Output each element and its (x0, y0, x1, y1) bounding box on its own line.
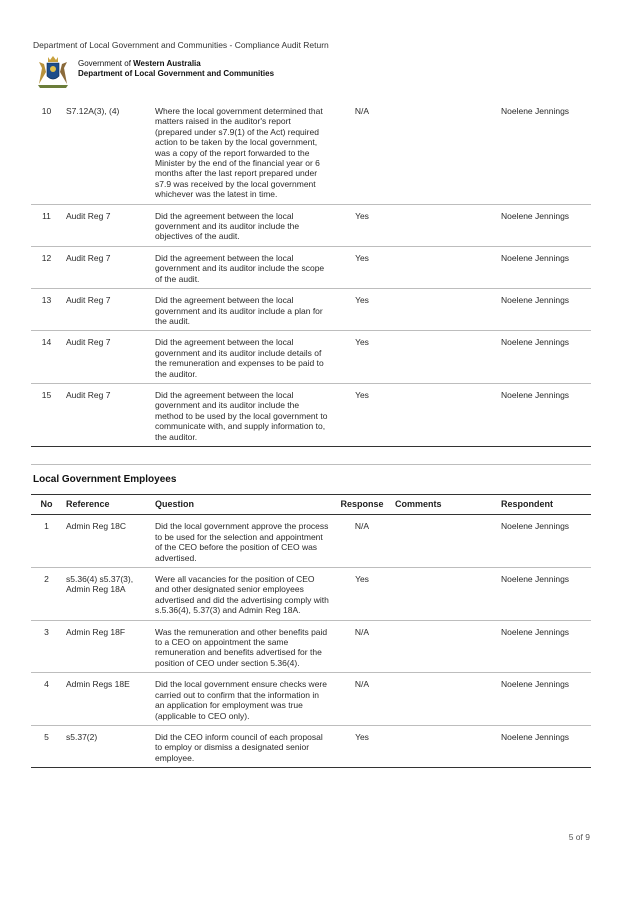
row-reference: Admin Reg 18F (62, 620, 151, 673)
row-comments (391, 725, 497, 767)
row-response: N/A (333, 100, 391, 204)
row-reference: S7.12A(3), (4) (62, 100, 151, 204)
row-reference: Audit Reg 7 (62, 331, 151, 384)
row-number: 5 (31, 725, 62, 767)
row-response: N/A (333, 620, 391, 673)
row-comments (391, 289, 497, 331)
row-number: 3 (31, 620, 62, 673)
row-comments (391, 100, 497, 204)
row-question: Did the agreement between the local government and its auditor include a plan for the audit. (151, 289, 333, 331)
government-logo-block (33, 54, 333, 90)
row-question: Did the CEO inform council of each proposal to employ or dismiss a designated senior employee. (151, 725, 333, 767)
table-row (31, 100, 591, 204)
row-respondent: Noelene Jennings (497, 725, 591, 767)
gov-line-1-prefix: Government of (78, 59, 134, 68)
header-response: Response (333, 495, 391, 515)
row-response: Yes (333, 725, 391, 767)
table-row (31, 620, 591, 673)
row-respondent: Noelene Jennings (497, 673, 591, 726)
row-response: Yes (333, 289, 391, 331)
row-question: Did the agreement between the local government and its auditor include the scope of the audit. (151, 246, 333, 288)
header-reference: Reference (62, 495, 151, 515)
table-row (31, 289, 591, 331)
row-reference: s5.37(2) (62, 725, 151, 767)
row-respondent: Noelene Jennings (497, 568, 591, 621)
row-number: 15 (31, 383, 62, 446)
row-comments (391, 515, 497, 568)
row-question: Did the local government ensure checks were carried out to confirm that the information in an application for employment was true (applicable to CEO only). (151, 673, 333, 726)
row-reference: Audit Reg 7 (62, 289, 151, 331)
row-question: Did the agreement between the local government and its auditor include details of the remuneration and expenses to be paid to the auditor. (151, 331, 333, 384)
table-row (31, 331, 591, 384)
gov-line-2: Department of Local Government and Communities (78, 69, 275, 78)
row-respondent: Noelene Jennings (497, 289, 591, 331)
row-response: Yes (333, 246, 391, 288)
row-response: Yes (333, 331, 391, 384)
section-divider (31, 464, 591, 465)
row-response: N/A (333, 673, 391, 726)
row-response: Yes (333, 204, 391, 246)
row-question: Did the local government approve the process to be used for the selection and appointment of the CEO before the position of CEO was advertised. (151, 515, 333, 568)
row-question: Were all vacancies for the position of CEO and other designated senior employees advertised and did the advertising comply with s.5.36(4), 5.37(3) and Admin Reg 18A. (151, 568, 333, 621)
gov-line-1-bold: Western Australia (133, 59, 201, 68)
header-respondent: Respondent (497, 495, 591, 515)
row-number: 12 (31, 246, 62, 288)
row-reference: Admin Reg 18C (62, 515, 151, 568)
row-number: 14 (31, 331, 62, 384)
row-number: 4 (31, 673, 62, 726)
row-respondent: Noelene Jennings (497, 246, 591, 288)
row-comments (391, 246, 497, 288)
table-row (31, 673, 591, 726)
gov-line-1 (78, 59, 274, 69)
page-number: 5 of 9 (568, 832, 590, 842)
row-respondent: Noelene Jennings (497, 204, 591, 246)
row-comments (391, 568, 497, 621)
row-respondent: Noelene Jennings (497, 383, 591, 446)
employees-table (31, 494, 591, 768)
row-question: Did the agreement between the local government and its auditor include the method to be used by the local government to communicate with, and supply information to, the auditor. (151, 383, 333, 446)
table-row (31, 568, 591, 621)
row-question: Did the agreement between the local government and its auditor include the objectives of the audit. (151, 204, 333, 246)
row-respondent: Noelene Jennings (497, 100, 591, 204)
table-row (31, 383, 591, 446)
row-response: N/A (333, 515, 391, 568)
row-number: 1 (31, 515, 62, 568)
header-question: Question (151, 495, 333, 515)
row-comments (391, 383, 497, 446)
section-title: Local Government Employees (33, 474, 177, 485)
row-comments (391, 673, 497, 726)
wa-crest-icon (33, 54, 73, 90)
table-row (31, 515, 591, 568)
audit-table-continued (31, 100, 591, 447)
header-no: No (31, 495, 62, 515)
table-header-row (31, 495, 591, 515)
row-number: 11 (31, 204, 62, 246)
row-reference: Admin Regs 18E (62, 673, 151, 726)
table-row (31, 725, 591, 767)
row-respondent: Noelene Jennings (497, 331, 591, 384)
table-row (31, 246, 591, 288)
row-comments (391, 331, 497, 384)
row-response: Yes (333, 383, 391, 446)
row-reference: Audit Reg 7 (62, 204, 151, 246)
row-question: Where the local government determined that matters raised in the auditor's report (prepared under s7.9(1) of the Act) required action to be taken by the local government, was a copy of the report forwarded to the Minister by the end of the financial year or 6 months after the last report prepared under s7.9 was received by the local government whichever was the latest in time. (151, 100, 333, 204)
header-comments: Comments (391, 495, 497, 515)
document-header-title: Department of Local Government and Communities - Compliance Audit Return (33, 40, 329, 50)
row-number: 13 (31, 289, 62, 331)
row-comments (391, 204, 497, 246)
row-response: Yes (333, 568, 391, 621)
row-respondent: Noelene Jennings (497, 515, 591, 568)
government-name (78, 59, 274, 79)
row-reference: Audit Reg 7 (62, 246, 151, 288)
row-respondent: Noelene Jennings (497, 620, 591, 673)
row-reference: Audit Reg 7 (62, 383, 151, 446)
row-question: Was the remuneration and other benefits paid to a CEO on appointment the same remuneration and benefits advertised for the position of CEO under section 5.36(4). (151, 620, 333, 673)
table-row (31, 204, 591, 246)
row-comments (391, 620, 497, 673)
row-number: 2 (31, 568, 62, 621)
row-number: 10 (31, 100, 62, 204)
row-reference: s5.36(4) s5.37(3), Admin Reg 18A (62, 568, 151, 621)
